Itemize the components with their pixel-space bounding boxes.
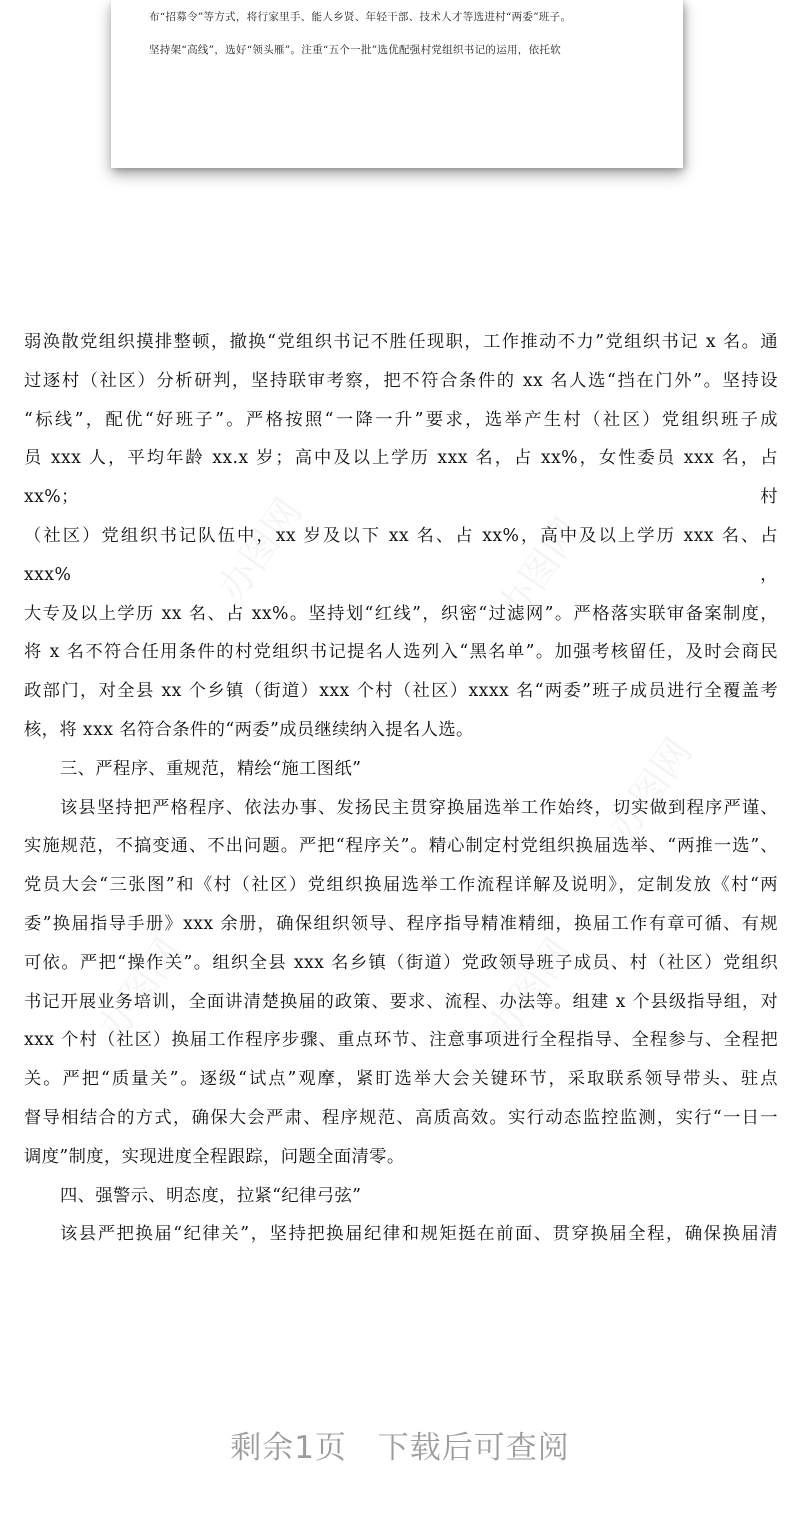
remaining-pages-banner[interactable] (0, 1422, 800, 1482)
download-to-view-label: 下载后可查阅 (377, 1430, 570, 1466)
text-line: 实施规范，不搞变通、不出问题。严把“程序关”。精心制定村党组织换届选举、“两推一选”、 (24, 836, 778, 857)
section-heading: 三、严程序、重规范，精绘“施工图纸” (60, 758, 362, 779)
text-line: 委”换届指导手册》xxx 余册，确保组织领导、程序指导精准精细，换届工作有章可循、有规 (24, 913, 778, 934)
document-body (24, 323, 778, 1254)
text-line: 督导相结合的方式，确保大会严肃、程序规范、高质高效。实行动态监控监测，实行“一日一 (24, 1107, 778, 1128)
text-line: 该县坚持把严格程序、依法办事、发扬民主贯穿换届选举工作始终，切实做到程序严谨、 (60, 797, 778, 818)
text-line: 员 xxx 人，平均年龄 xx.x 岁；高中及以上学历 xxx 名，占 xx%，女性委员 xxx 名，占 xx%；村 (24, 448, 778, 508)
text-line: 过逐村（社区）分析研判，坚持联审考察，把不符合条件的 xx 名人选“挡在门外”。坚持设 (24, 370, 778, 391)
preview-line-1: 布“招募令”等方式，将行家里手、能人乡贤、年轻干部、技术人才等选进村“两委”班子。 (149, 11, 572, 23)
text-line: （社区）党组织书记队伍中，xx 岁及以下 xx 名、占 xx%，高中及以上学历 xxx 名、占 xxx%， (24, 525, 778, 585)
text-line: 关。严把“质量关”。逐级“试点”观摩，紧盯选举大会关键环节，采取联系领导带头、驻点 (24, 1069, 778, 1090)
document-preview-card (111, 0, 683, 168)
text-line: 核，将 xxx 名符合条件的“两委”成员继续纳入提名人选。 (24, 719, 474, 740)
text-line: 调度”制度，实现进度全程跟踪，问题全面清零。 (24, 1146, 405, 1167)
text-line: 将 x 名不符合任用条件的村党组织书记提名人选列入“黑名单”。加强考核留任，及时会商民 (24, 642, 778, 663)
text-line: 该县严把换届“纪律关”，坚持把换届纪律和规矩挺在前面、贯穿换届全程，确保换届清 (60, 1224, 778, 1245)
text-line: xxx 个村（社区）换届工作程序步骤、重点环节、注意事项进行全程指导、全程参与、全程把 (24, 1030, 778, 1051)
remaining-pages-label: 剩余1页 (230, 1430, 347, 1466)
section-heading: 四、强警示、明态度，拉紧“纪律弓弦” (60, 1185, 362, 1206)
text-line: 党员大会“三张图”和《村（社区）党组织换届选举工作流程详解及说明》，定制发放《村“两 (24, 875, 778, 896)
text-line: 弱涣散党组织摸排整顿，撤换“党组织书记不胜任现职，工作推动不力”党组织书记 x 名。通 (24, 332, 778, 352)
text-line: 大专及以上学历 xx 名、占 xx%。坚持划“红线”，织密“过滤网”。严格落实联审备案制度， (24, 603, 778, 624)
text-line: “标线”，配优“好班子”。严格按照“一降一升”要求，选举产生村（社区）党组织班子成 (24, 409, 778, 430)
text-line: 书记开展业务培训，全面讲清楚换届的政策、要求、流程、办法等。组建 x 个县级指导组，对 (24, 991, 778, 1012)
preview-line-2: 坚持架“高线”，选好“领头雁”。注重“五个一批”选优配强村党组织书记的运用，依托软 (149, 44, 562, 56)
text-line: 政部门，对全县 xx 个乡镇（街道）xxx 个村（社区）xxxx 名“两委”班子成员进行全覆盖考 (24, 681, 778, 702)
text-line: 可依。严把“操作关”。组织全县 xxx 名乡镇（街道）党政领导班子成员、村（社区）党组织 (24, 952, 778, 973)
